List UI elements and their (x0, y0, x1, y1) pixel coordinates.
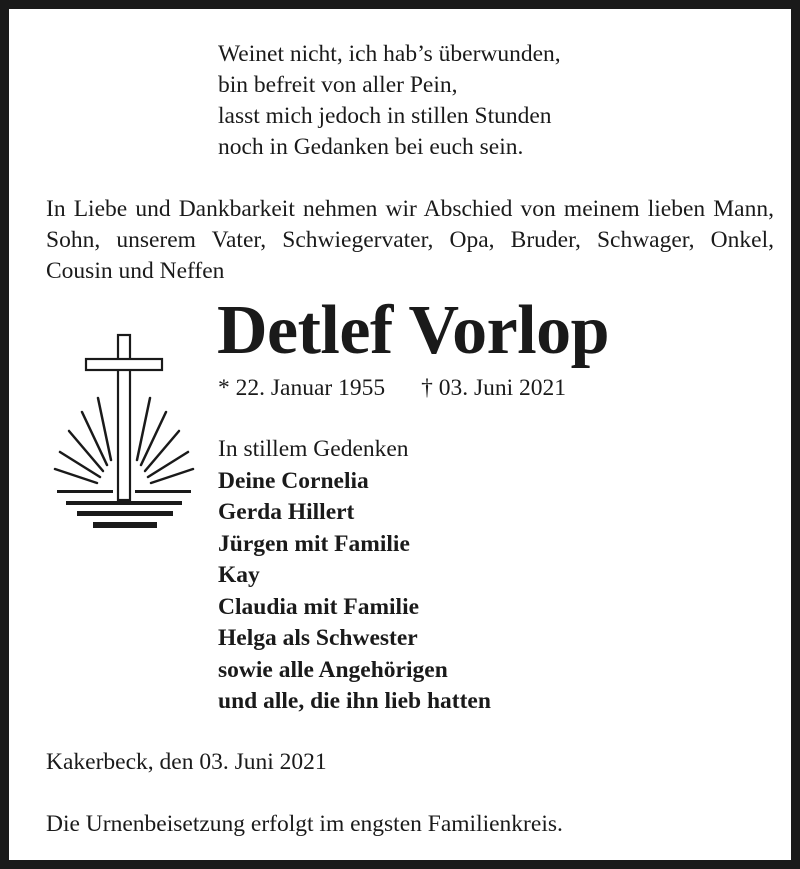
mourner: Claudia mit Familie (218, 593, 420, 620)
burial-note: Die Urnenbeisetzung erfolgt im engsten Familienkreis. (46, 811, 563, 837)
mourner: Jürgen mit Familie (218, 530, 410, 557)
death-date: † 03. Juni 2021 (421, 375, 567, 401)
poem-line-3: lasst mich jedoch in stillen Stunden (218, 103, 552, 129)
poem-line-1: Weinet nicht, ich hab’s überwunden, (218, 41, 561, 67)
deceased-name: Detlef Vorlop (217, 292, 610, 369)
poem-line-4: noch in Gedanken bei euch sein. (218, 134, 524, 160)
birth-date: * 22. Januar 1955 (218, 375, 386, 401)
mourner: Kay (218, 562, 260, 588)
mourners-block (218, 434, 491, 718)
poem (218, 39, 561, 163)
life-dates (218, 373, 566, 404)
intro-text: In Liebe und Dankbarkeit nehmen wir Abschied von meinem lieben Mann, Sohn, unserem Vater, Schwiegervater, Opa, Bruder, Schwager, Onkel, Cousin und Neffen (46, 196, 774, 284)
cross-with-sunrise-icon (49, 327, 199, 537)
mourner: Helga als Schwester (218, 625, 418, 651)
place-date: Kakerbeck, den 03. Juni 2021 (46, 749, 327, 775)
mourner: sowie alle Angehörigen (218, 656, 448, 683)
mourner: Gerda Hillert (218, 499, 355, 525)
mourner: Deine Cornelia (218, 467, 369, 494)
poem-line-2: bin befreit von aller Pein, (218, 72, 458, 98)
mourners-heading: In stillem Gedenken (218, 436, 409, 462)
mourner: und alle, die ihn lieb hatten (218, 688, 491, 714)
